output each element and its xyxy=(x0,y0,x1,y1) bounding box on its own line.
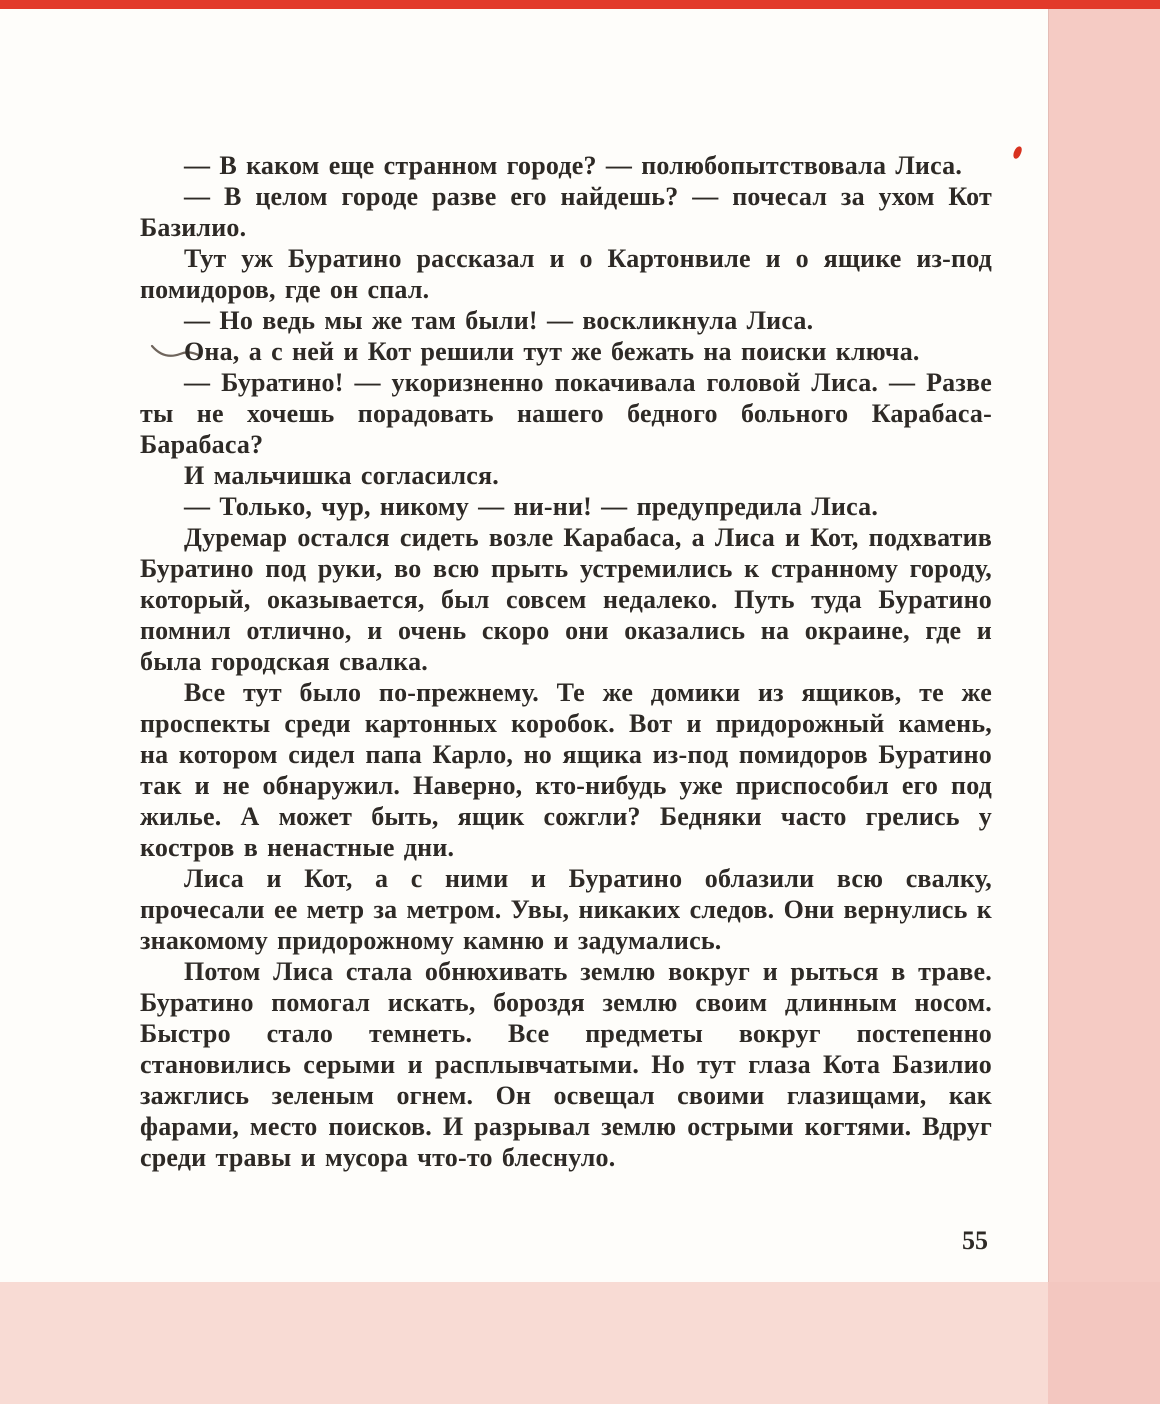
paragraph: — Только, чур, никому — ни-ни! — предупредила Лиса. xyxy=(184,492,879,521)
ink-speck-icon xyxy=(1012,145,1023,160)
paragraph: Тут уж Буратино рассказал и о Картонвиле и о ящике из-под помидоров, где он спал. xyxy=(140,244,992,304)
paragraph: — Буратино! — укоризненно покачивала головой Лиса. — Разве ты не хочешь порадовать нашего бедного больного Карабаса-Барабаса? xyxy=(140,368,992,459)
paragraph: Потом Лиса стала обнюхивать землю вокруг и рыться в траве. Буратино помогал искать, бороздя землю своим длинным носом. Быстро стало темнеть. Все предметы вокруг постепенно становились серыми и расплывчатыми. Но тут глаза Кота Базилио зажглись зеленым огнем. Он освещал своими глазищами, как фарами, место поисков. И разрывал землю острыми когтями. Вдруг среди травы и мусора что-то блеснуло. xyxy=(140,957,992,1172)
page-number: 55 xyxy=(962,1226,988,1255)
paragraph: Все тут было по-прежнему. Те же домики из ящиков, те же проспекты среди картонных коробок. Вот и придорожный камень, на котором сидел папа Карло, но ящика из-под помидоров Буратино так и не обнаружил. Наверно, кто-нибудь уже приспособил его под жилье. А может быть, ящик сожгли? Бедняки часто грелись у костров в ненастные дни. xyxy=(140,678,992,862)
scan-edge-right xyxy=(1048,9,1160,1404)
paragraph: — В целом городе разве его найдешь? — почесал за ухом Кот Базилио. xyxy=(140,182,992,242)
page-text xyxy=(140,150,992,1173)
paragraph: Лиса и Кот, а с ними и Буратино облазили всю свалку, прочесали ее метр за метром. Увы, никаких следов. Они вернулись к знакомому придорожному камню и задумались. xyxy=(140,864,992,955)
scan-edge-bottom xyxy=(0,1282,1160,1404)
scan-edge-top xyxy=(0,0,1160,9)
paragraph: — В каком еще странном городе? — полюбопытствовала Лиса. xyxy=(184,151,963,180)
paragraph: Дуремар остался сидеть возле Карабаса, а Лиса и Кот, подхватив Буратино под руки, во всю прыть устремились к странному городу, который, оказывается, был совсем недалеко. Путь туда Буратино помнил отлично, и очень скоро они оказались на окраине, где и была городская свалка. xyxy=(140,523,992,676)
paragraph: И мальчишка согласился. xyxy=(184,461,499,490)
scan-edge-corner xyxy=(1048,1282,1160,1404)
paragraph: Она, а с ней и Кот решили тут же бежать на поиски ключа. xyxy=(184,337,920,366)
paragraph: — Но ведь мы же там были! — воскликнула Лиса. xyxy=(184,306,814,335)
